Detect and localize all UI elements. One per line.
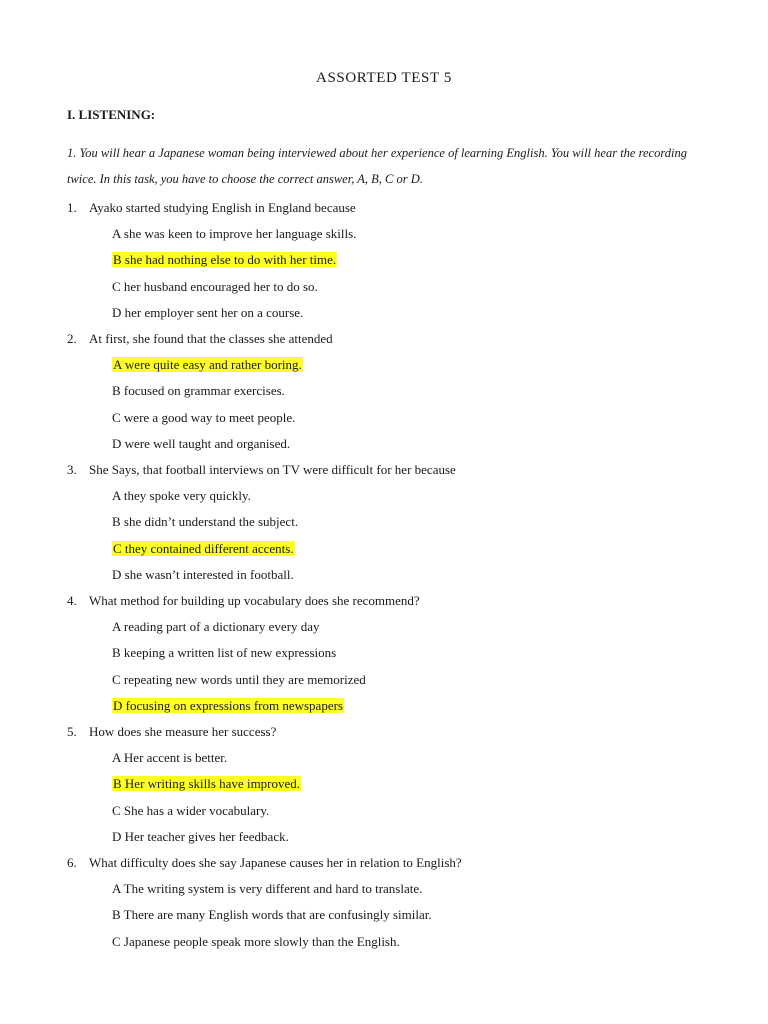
answer-option bbox=[112, 277, 318, 297]
answer-option bbox=[112, 486, 251, 506]
answer-option bbox=[112, 774, 301, 794]
answer-option bbox=[112, 355, 303, 375]
question-5 bbox=[67, 722, 276, 742]
option-text: C her husband encouraged her to do so. bbox=[112, 278, 318, 294]
question-text: At first, she found that the classes she attended bbox=[89, 331, 333, 346]
option-text: D she wasn’t interested in football. bbox=[112, 566, 294, 582]
option-text: A Her accent is better. bbox=[112, 750, 228, 766]
question-text: She Says, that football interviews on TV were difficult for her because bbox=[89, 462, 456, 477]
option-text: D her employer sent her on a course. bbox=[112, 304, 304, 320]
answer-option bbox=[112, 617, 320, 637]
highlighted-answer: B Her writing skills have improved. bbox=[113, 776, 301, 792]
question-text: Ayako started studying English in England because bbox=[89, 200, 356, 215]
answer-option bbox=[112, 408, 295, 428]
option-text: C repeating new words until they are memorized bbox=[112, 671, 366, 687]
option-text: C were a good way to meet people. bbox=[112, 409, 296, 425]
highlighted-answer: D focusing on expressions from newspapers bbox=[113, 697, 343, 713]
option-text: C Japanese people speak more slowly than the English. bbox=[112, 933, 400, 949]
question-number: 4. bbox=[67, 593, 77, 608]
option-text: A reading part of a dictionary every day bbox=[112, 619, 320, 635]
answer-option bbox=[112, 565, 294, 585]
option-text: B keeping a written list of new expressions bbox=[112, 645, 337, 661]
answer-option bbox=[112, 905, 432, 925]
option-text: B There are many English words that are confusingly similar. bbox=[112, 907, 432, 923]
answer-option bbox=[112, 801, 269, 821]
answer-option bbox=[112, 434, 290, 454]
section-heading: I. LISTENING: bbox=[67, 107, 156, 122]
question-1 bbox=[67, 198, 356, 218]
highlighted-answer: A were quite easy and rather boring. bbox=[113, 357, 302, 373]
instruction-text: 1. You will hear a Japanese woman being interviewed about her experience of learning English. You will hear the recording twice. In this task, you have to choose the correct answer, A, B, C or D. bbox=[67, 146, 687, 186]
answer-option bbox=[112, 696, 344, 716]
question-number: 5. bbox=[67, 724, 77, 739]
answer-option bbox=[112, 512, 298, 532]
question-number: 1. bbox=[67, 200, 77, 215]
option-text: A they spoke very quickly. bbox=[112, 488, 251, 504]
highlighted-answer: C they contained different accents. bbox=[113, 540, 294, 556]
option-text: B focused on grammar exercises. bbox=[112, 383, 285, 399]
answer-option bbox=[112, 224, 356, 244]
answer-option bbox=[112, 250, 337, 270]
answer-option bbox=[112, 879, 422, 899]
answer-option bbox=[112, 303, 303, 323]
option-text: A The writing system is very different and hard to translate. bbox=[112, 881, 423, 897]
question-number: 2. bbox=[67, 331, 77, 346]
option-text: B she didn’t understand the subject. bbox=[112, 514, 299, 530]
question-text: How does she measure her success? bbox=[89, 724, 277, 739]
answer-option bbox=[112, 539, 295, 559]
answer-option bbox=[112, 827, 289, 847]
highlighted-answer: B she had nothing else to do with her time. bbox=[113, 252, 337, 268]
answer-option bbox=[112, 643, 336, 663]
question-6 bbox=[67, 853, 462, 873]
answer-option bbox=[112, 748, 227, 768]
question-4 bbox=[67, 591, 420, 611]
option-text: D were well taught and organised. bbox=[112, 435, 291, 451]
question-text: What method for building up vocabulary does she recommend? bbox=[89, 593, 420, 608]
option-text: C She has a wider vocabulary. bbox=[112, 802, 270, 818]
answer-option bbox=[112, 381, 285, 401]
option-text: D Her teacher gives her feedback. bbox=[112, 828, 289, 844]
question-number: 6. bbox=[67, 855, 77, 870]
question-3 bbox=[67, 460, 456, 480]
option-text: A she was keen to improve her language skills. bbox=[112, 226, 357, 242]
answer-option bbox=[112, 670, 366, 690]
question-2 bbox=[67, 329, 333, 349]
question-number: 3. bbox=[67, 462, 77, 477]
document-title: ASSORTED TEST 5 bbox=[316, 70, 452, 86]
question-text: What difficulty does she say Japanese causes her in relation to English? bbox=[89, 855, 462, 870]
answer-option bbox=[112, 932, 400, 952]
